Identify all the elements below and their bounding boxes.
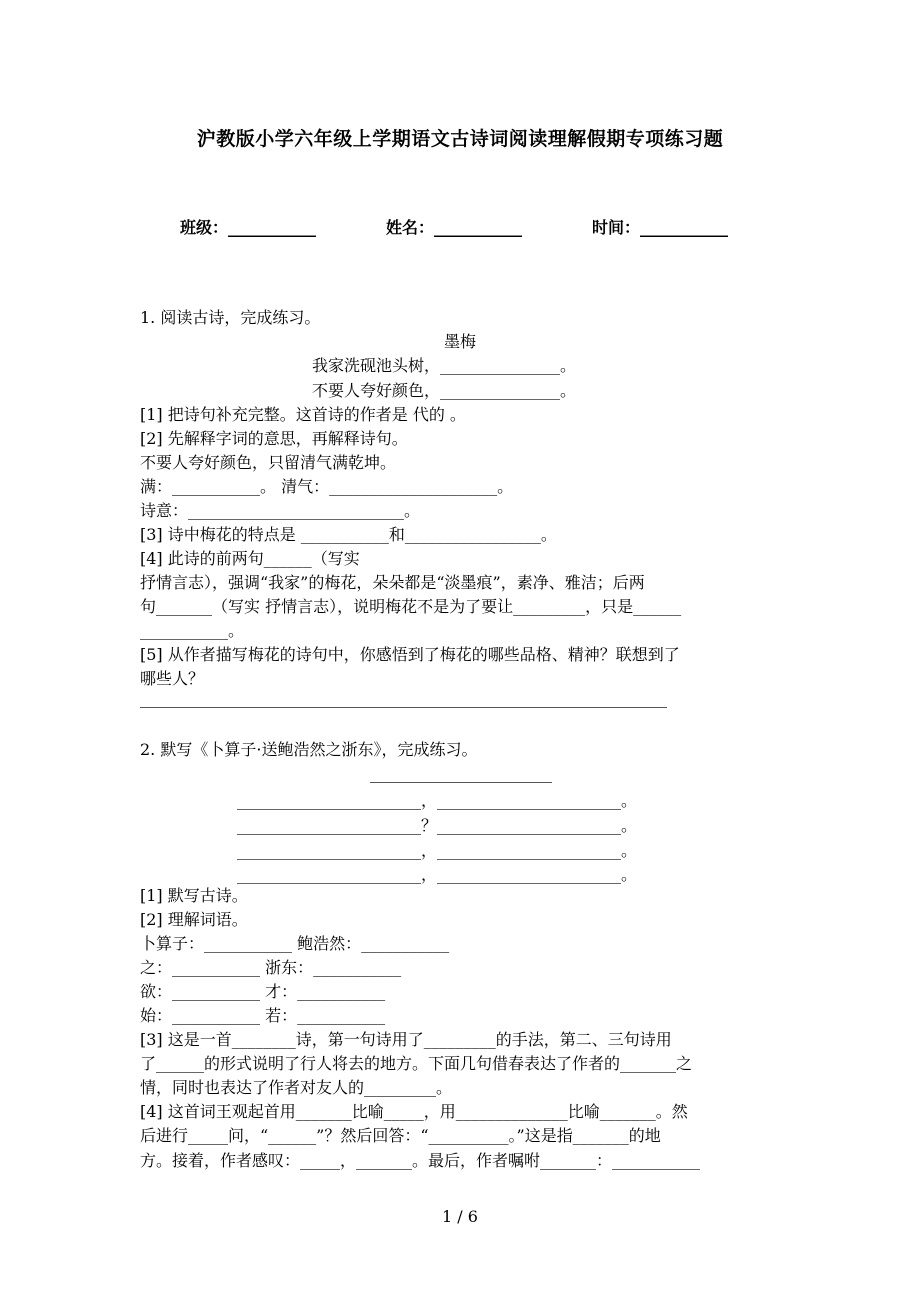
q2-word-row-4: 始：___________ 若：___________ xyxy=(140,1006,386,1025)
q1-sub-3: [3] 诗中梅花的特点是 ___________和_________________。 xyxy=(140,525,557,544)
q2-poem-line-1: _______________________，_______________________。 xyxy=(237,791,638,810)
q2-intro: 2. 默写《卜算子·送鲍浩然之浙东》，完成练习。 xyxy=(140,740,478,759)
page-title: 沪教版小学六年级上学期语文古诗词阅读理解假期专项练习题 xyxy=(196,128,724,150)
q2-sub-4-line-1: [4] 这首词王观起首用_______比喻_____，用______________比喻_______。然 xyxy=(140,1102,688,1121)
q1-sub-4-line-1: [4] 此诗的前两句______（写实 xyxy=(140,549,360,568)
q1-sub-5-line-2: 哪些人？ xyxy=(140,669,205,688)
q2-sub-1: [1] 默写古诗。 xyxy=(140,886,248,905)
q1-sub-4-line-4: ___________。 xyxy=(140,621,245,640)
q2-poem-line-3: _______________________，_______________________。 xyxy=(237,841,638,860)
q1-poem-title: 墨梅 xyxy=(444,332,477,351)
q1-sub-5-line-1: [5] 从作者描写梅花的诗句中，你感悟到了梅花的哪些品格、精神？联想到了 xyxy=(140,645,680,664)
q1-intro: 1. 阅读古诗，完成练习。 xyxy=(140,308,321,327)
q1-sub-2-yi: 诗意：___________________________。 xyxy=(140,501,421,520)
q2-sub-3-line-1: [3] 这是一首________诗，第一句诗用了_________的手法，第二、三句诗用 xyxy=(140,1030,672,1049)
q1-answer-line xyxy=(140,707,667,708)
q1-sub-4-line-3: 句_______（写实 抒情言志），说明梅花不是为了要让_________，只是______ xyxy=(140,597,682,616)
q2-poem-line-2: _______________________？_______________________。 xyxy=(237,816,638,835)
q2-sub-2: [2] 理解词语。 xyxy=(140,910,248,929)
q2-sub-4-line-2: 后进行_____问，“______”？然后回答：“__________。”这是指_______的地 xyxy=(140,1126,661,1145)
q1-sub-1: [1] 把诗句补充完整。这首诗的作者是 代的 。 xyxy=(140,405,466,424)
q1-poem-line-2: 不要人夸好颜色，_______________。 xyxy=(312,381,577,400)
class-field: 班级：___________ xyxy=(180,218,317,237)
q2-word-row-3: 欲：___________ 才：___________ xyxy=(140,982,386,1001)
q1-sub-2-line: 不要人夸好颜色，只留清气满乾坤。 xyxy=(140,453,397,472)
q1-sub-2-man: 满：___________。 清气：_____________________。 xyxy=(140,477,514,496)
q2-sub-3-line-3: 情，同时也表达了作者对友人的_________。 xyxy=(140,1078,453,1097)
q1-sub-4-line-2: 抒情言志），强调“我家”的梅花，朵朵都是“淡墨痕”，素净、雅洁；后两 xyxy=(140,573,645,592)
page-number: 1 / 6 xyxy=(442,1207,478,1226)
q2-word-row-2: 之：___________ 浙东：___________ xyxy=(140,958,402,977)
q2-word-row-1: 卜算子：___________ 鲍浩然：___________ xyxy=(140,934,450,953)
name-field: 姓名：___________ xyxy=(386,218,523,237)
q2-poem-title-blank xyxy=(370,782,552,783)
q1-poem-line-1: 我家洗砚池头树，_______________。 xyxy=(312,356,577,375)
q2-poem-line-4: _______________________，_______________________。 xyxy=(237,865,638,884)
time-field: 时间：___________ xyxy=(592,218,729,237)
q1-sub-2: [2] 先解释字词的意思，再解释诗句。 xyxy=(140,429,408,448)
q2-sub-3-line-2: 了______的形式说明了行人将去的地方。下面几句借春表达了作者的_______之 xyxy=(140,1054,693,1073)
q2-sub-4-line-3: 方。接着，作者感叹：_____，_______。最后，作者嘱咐_______：___________ xyxy=(140,1151,701,1170)
